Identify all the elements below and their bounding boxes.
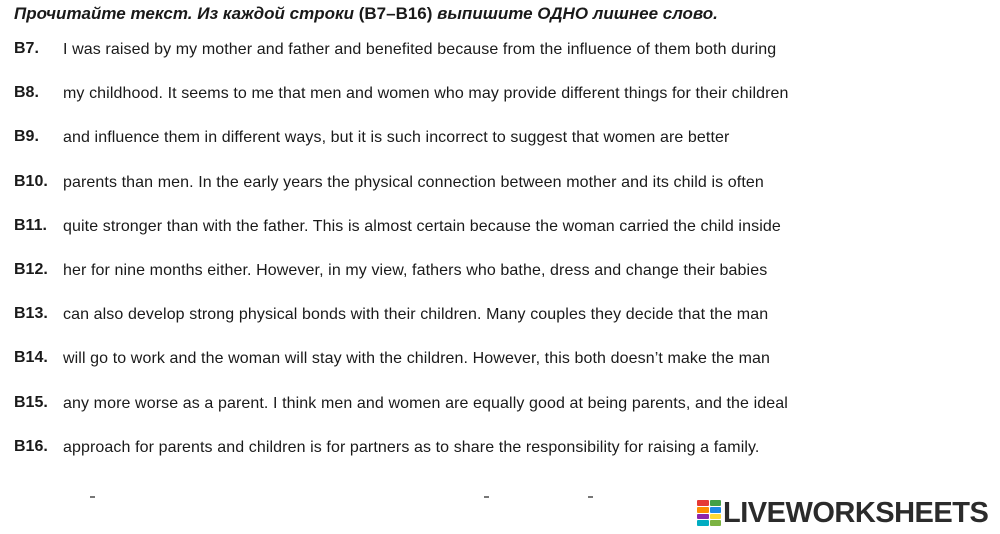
decorative-dash (90, 496, 95, 498)
decorative-dash (484, 496, 489, 498)
logo-tile (710, 500, 722, 506)
logo-tile (697, 500, 709, 506)
line-number: B9. (14, 128, 39, 146)
logo-tile (697, 514, 709, 520)
instruction-range: (B7–B16) (358, 4, 433, 23)
line-text: approach for parents and children is for partners as to share the responsibility for raising a family. (63, 438, 760, 456)
line-number: B7. (14, 40, 39, 57)
liveworksheets-logo-icon (697, 500, 721, 526)
instruction-text-part2: выпишите ОДНО лишнее слово. (432, 4, 718, 23)
line-number: B14. (14, 349, 48, 367)
instruction-heading (14, 4, 718, 24)
line-text: her for nine months either. However, in my view, fathers who bathe, dress and change their babies (63, 262, 768, 279)
line-number: B16. (14, 437, 48, 455)
line-text: quite stronger than with the father. This is almost certain because the woman carried the child inside (63, 217, 781, 235)
line-text: parents than men. In the early years the physical connection between mother and its child is often (63, 173, 764, 191)
logo-tile (697, 520, 709, 526)
line-number: B13. (14, 305, 48, 323)
logo-tile (697, 507, 709, 513)
line-number: B11. (14, 216, 47, 234)
line-number: B10. (14, 172, 48, 190)
logo-tile (710, 520, 722, 526)
brand-name: LIVEWORKSHEETS (723, 497, 989, 529)
line-text: my childhood. It seems to me that men and women who may provide different things for their children (63, 85, 789, 103)
liveworksheets-logo (697, 498, 988, 528)
line-text: and influence them in different ways, but it is such incorrect to suggest that women are better (63, 129, 730, 147)
line-number: B15. (14, 393, 48, 411)
line-number: B12. (14, 261, 48, 278)
line-text: will go to work and the woman will stay with the children. However, this both doesn’t make the man (63, 350, 771, 368)
instruction-text-part1: Прочитайте текст. Из каждой строки (14, 4, 359, 23)
line-text: any more worse as a parent. I think men and women are equally good at being parents, and the ideal (63, 394, 788, 412)
decorative-dash (588, 496, 593, 498)
line-text: can also develop strong physical bonds with their children. Many couples they decide that the man (63, 306, 769, 324)
logo-tile (710, 507, 722, 513)
line-number: B8. (14, 84, 39, 102)
logo-tile (710, 514, 722, 520)
line-text: I was raised by my mother and father and benefited because from the influence of them both during (63, 41, 777, 58)
